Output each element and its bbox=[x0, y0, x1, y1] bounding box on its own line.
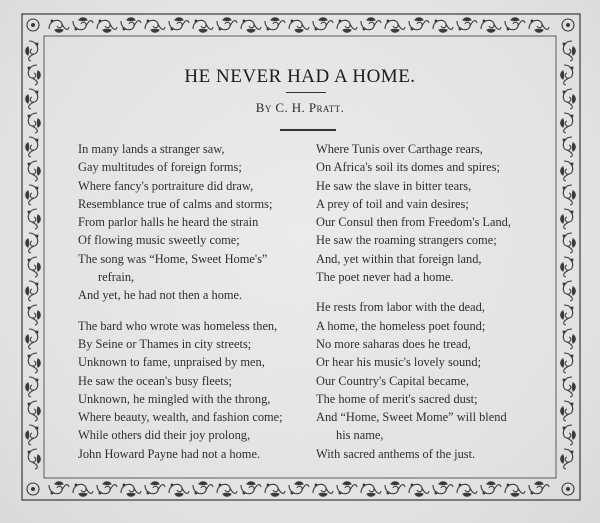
poem-line: A home, the homeless poet found; bbox=[316, 318, 486, 333]
poem-line: The bard who wrote was homeless then, bbox=[78, 318, 278, 333]
poem-line: Where fancy's portraiture did draw, bbox=[78, 178, 254, 193]
poem-line: The poet never had a home. bbox=[316, 270, 454, 285]
poem-line: his name, bbox=[336, 428, 384, 443]
poem-line: In many lands a stranger saw, bbox=[78, 142, 225, 156]
poem-line: And yet, he had not then a home. bbox=[78, 288, 243, 303]
byline-rule bbox=[280, 129, 336, 131]
poem-title: HE NEVER HAD A HOME. bbox=[184, 66, 416, 87]
poem-line: A prey of toil and vain desires; bbox=[316, 196, 469, 211]
poem-line: Or hear his music's lovely sound; bbox=[316, 355, 482, 370]
left-column bbox=[78, 140, 308, 475]
poem-line: Our Consul then from Freedom's Land, bbox=[316, 215, 511, 230]
poem-line: By Seine or Thames in city streets; bbox=[78, 336, 252, 351]
stanza bbox=[78, 140, 308, 305]
poem-line: And, yet within that foreign land, bbox=[316, 251, 482, 266]
poem-line: Our Country's Capital became, bbox=[316, 373, 469, 388]
poem-line: John Howard Payne had not a home. bbox=[78, 446, 261, 461]
poem-line: On Africa's soil its domes and spires; bbox=[316, 160, 500, 175]
poem-line: refrain, bbox=[98, 270, 135, 285]
byline bbox=[0, 100, 600, 116]
poem-line: He saw the roaming strangers come; bbox=[316, 233, 497, 248]
poem-line: Unknown to fame, unpraised by men, bbox=[78, 355, 265, 370]
poem-line: Of flowing music sweetly come; bbox=[78, 233, 240, 248]
right-column bbox=[316, 140, 556, 475]
poem-line: Where Tunis over Carthage rears, bbox=[316, 142, 483, 156]
poem-line: Resemblance true of calms and storms; bbox=[78, 196, 273, 211]
byline-prefix: By bbox=[255, 100, 272, 115]
poem-line: While others did their joy prolong, bbox=[78, 428, 251, 443]
stanza bbox=[78, 317, 308, 463]
poem-line: Gay multitudes of foreign forms; bbox=[78, 160, 242, 175]
poem-line: The song was “Home, Sweet Home's” bbox=[78, 251, 268, 266]
poem-line: He saw the slave in bitter tears, bbox=[316, 178, 472, 193]
poem-line: And “Home, Sweet Mome” will blend bbox=[316, 410, 507, 425]
author-name: C. H. Pratt. bbox=[275, 100, 345, 115]
title-rule bbox=[286, 92, 326, 93]
poem-line: He rests from labor with the dead, bbox=[316, 300, 485, 315]
stanza bbox=[316, 298, 556, 463]
poem-line: No more saharas does he tread, bbox=[316, 336, 471, 351]
poem-line: With sacred anthems of the just. bbox=[316, 446, 476, 461]
poem-line: Where beauty, wealth, and fashion come; bbox=[78, 410, 283, 425]
poem-line: Unknown, he mingled with the throng, bbox=[78, 391, 271, 406]
poem-line: From parlor halls he heard the strain bbox=[78, 215, 259, 230]
stanza bbox=[316, 140, 556, 286]
poem-line: He saw the ocean's busy fleets; bbox=[78, 373, 232, 388]
poem-line: The home of merit's sacred dust; bbox=[316, 391, 478, 406]
